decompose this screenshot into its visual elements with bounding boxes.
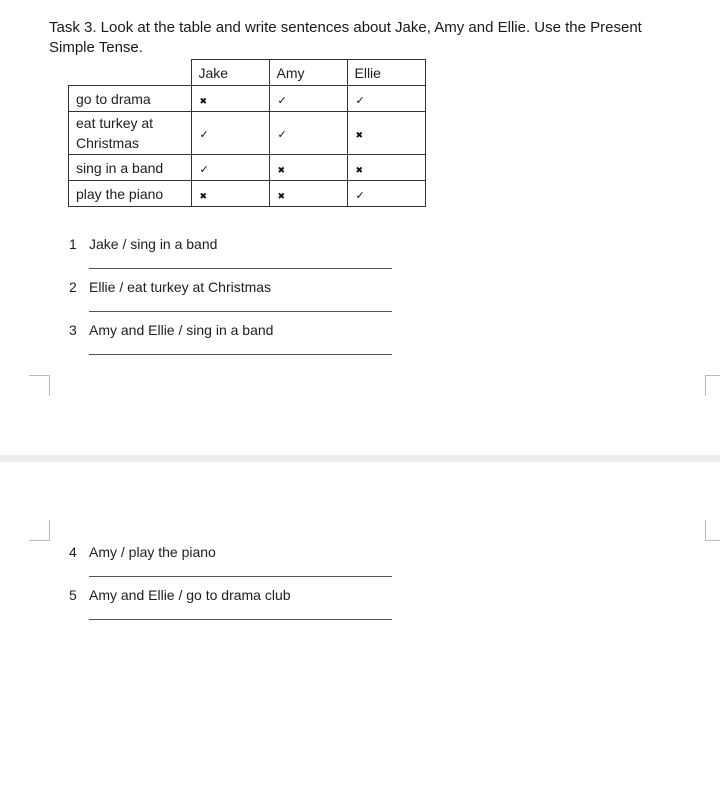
question-number: 5	[69, 587, 77, 603]
activity-label: eat turkey at Christmas	[69, 112, 192, 155]
answer-line-5[interactable]	[89, 619, 392, 620]
question-1	[69, 236, 217, 252]
check-icon: ✓	[199, 162, 209, 176]
mark-cell	[191, 181, 269, 207]
column-header-jake: Jake	[191, 60, 269, 86]
question-prompt: Ellie / eat turkey at Christmas	[89, 279, 272, 295]
question-prompt: Amy and Ellie / sing in a band	[89, 322, 274, 338]
column-header-amy: Amy	[269, 60, 347, 86]
question-prompt: Jake / sing in a band	[89, 236, 218, 252]
question-number: 3	[69, 322, 77, 338]
page-corner-marker	[29, 520, 50, 541]
question-number: 4	[69, 544, 77, 560]
activity-label: play the piano	[69, 181, 192, 207]
activity-label: sing in a band	[69, 155, 192, 181]
question-number: 1	[69, 236, 77, 252]
table-row	[69, 86, 426, 112]
table-row	[69, 181, 426, 207]
answer-line-3[interactable]	[89, 354, 392, 355]
page-corner-marker	[705, 520, 720, 541]
question-2	[69, 279, 271, 295]
cross-icon: ✖	[199, 96, 208, 107]
activity-table	[68, 59, 426, 207]
mark-cell	[269, 155, 347, 181]
mark-cell	[347, 112, 425, 155]
table-row	[69, 155, 426, 181]
page-corner-marker	[29, 375, 50, 396]
task-title: Task 3. Look at the table and write sentences about Jake, Amy and Ellie. Use the Present Simple Tense.	[49, 19, 642, 56]
table-row	[69, 112, 426, 155]
question-prompt: Amy / play the piano	[89, 544, 216, 560]
check-icon: ✓	[277, 128, 287, 141]
question-3	[69, 322, 273, 338]
page-corner-marker	[705, 375, 720, 396]
mark-cell	[347, 155, 425, 181]
mark-cell	[191, 86, 269, 112]
page-separator	[0, 455, 720, 462]
table-corner-cell	[69, 60, 192, 86]
mark-cell	[347, 181, 425, 207]
answer-line-1[interactable]	[89, 268, 392, 269]
mark-cell	[269, 86, 347, 112]
answer-line-4[interactable]	[89, 576, 392, 577]
cross-icon: ✖	[355, 165, 364, 176]
cross-icon: ✖	[199, 191, 208, 202]
mark-cell	[269, 181, 347, 207]
question-prompt: Amy and Ellie / go to drama club	[89, 587, 291, 603]
mark-cell	[191, 112, 269, 155]
mark-cell	[347, 86, 425, 112]
cross-icon: ✖	[355, 131, 364, 141]
table-header-row	[69, 60, 426, 86]
question-number: 2	[69, 279, 77, 295]
activity-label: go to drama	[69, 86, 192, 112]
check-icon: ✓	[355, 188, 365, 202]
check-icon: ✓	[277, 93, 287, 107]
answer-line-2[interactable]	[89, 311, 392, 312]
cross-icon: ✖	[277, 191, 286, 202]
column-header-ellie: Ellie	[347, 60, 425, 86]
check-icon: ✓	[355, 93, 365, 107]
page-bottom	[0, 462, 720, 796]
mark-cell	[269, 112, 347, 155]
question-4	[69, 544, 216, 560]
cross-icon: ✖	[277, 165, 286, 176]
mark-cell	[191, 155, 269, 181]
check-icon: ✓	[199, 128, 209, 141]
question-5	[69, 587, 291, 603]
